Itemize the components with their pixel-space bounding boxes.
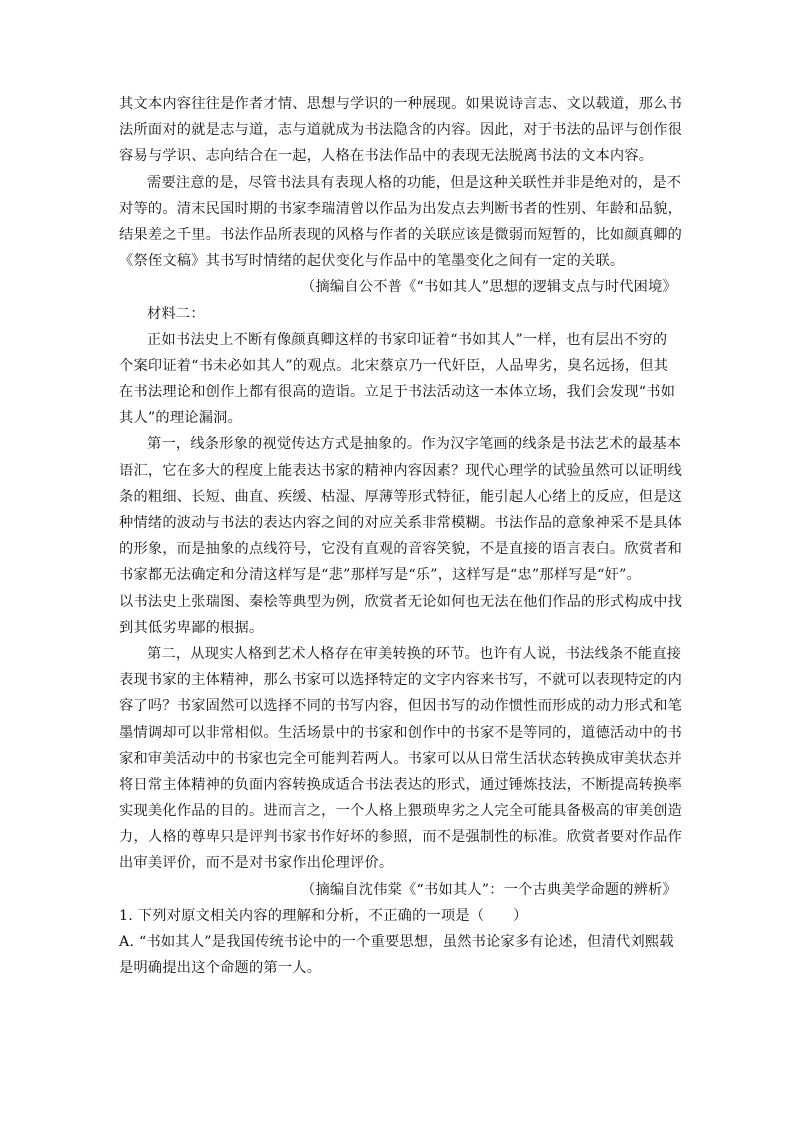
material2-paragraph3 <box>119 641 683 877</box>
text-line: 其文本内容往往是作者才情、思想与学识的一种展现。如果说诗言志、文以载道，那么书 <box>119 96 683 112</box>
text-line: 到其低劣卑鄙的根据。 <box>119 619 264 636</box>
text-line: 墨情调却可以非常相似。生活场景中的书家和创作中的书家不是等同的，道德活动中的书 <box>119 724 683 741</box>
material1-paragraph2 <box>119 170 683 275</box>
text-line: 力，人格的尊卑只是评判书家书作好坏的参照，而不是强制性的标准。欣赏者要对作品作 <box>119 829 683 846</box>
text-line: 种情绪的波动与书法的表达内容之间的对应关系非常模糊。书法作品的意象神采不是具体 <box>119 515 683 531</box>
document-page <box>119 91 683 981</box>
text-line: 语汇，它在多大的程度上能表达书家的精神内容因素？现代心理学的试验虽然可以证明线 <box>119 462 683 479</box>
material2-paragraph2 <box>119 431 683 641</box>
text-line: 其人”的理论漏洞。 <box>119 410 243 427</box>
text-line: 以书法史上张瑞图、秦桧等典型为例，欣赏者无论如何也无法在他们作品的形式构成中找 <box>119 593 683 610</box>
text-line: 的形象，而是抽象的点线符号，它没有直观的音容笑貌，不是直接的语言表白。欣赏者和 <box>119 541 683 558</box>
text-line: 家和审美活动中的书家也完全可能判若两人。书家可以从日常生活状态转换成审美状态并 <box>119 750 683 767</box>
text-line: 结果差之千里。书法作品所表现的风格与作者的关联应该是微弱而短暂的，比如颜真卿的 <box>119 226 683 243</box>
material1-paragraph1 <box>119 91 683 170</box>
text-line: 《祭侄文稿》其书写时情绪的起伏变化与作品中的笔墨变化之间有一定的关联。 <box>119 253 625 270</box>
text-line: 正如书法史上不断有像颜真卿这样的书家印证着“书如其人”一样，也有层出不穷的 <box>147 331 668 348</box>
text-line: 表现书家的主体精神，那么书家可以选择特定的文字内容来书写，不就可以表现特定的内 <box>119 672 683 689</box>
text-line: 第一，线条形象的视觉传达方式是抽象的。作为汉字笔画的线条是书法艺术的最基本 <box>147 436 682 453</box>
text-line: 条的粗细、长短、曲直、疾缓、枯湿、厚薄等形式特征，能引起人心绪上的反应，但是这 <box>119 488 683 505</box>
text-line: 容了吗？书家固然可以选择不同的书写内容，但因书写的动作惯性而形成的动力形式和笔 <box>119 698 683 715</box>
text-line: 是明确提出这个命题的第一人。 <box>119 960 322 977</box>
text-line: 容易与学识、志向结合在一起，人格在书法作品中的表现无法脱离书法的文本内容。 <box>119 148 654 165</box>
question1-option-a <box>119 929 677 981</box>
text-line: A. “书如其人”是我国传统书论中的一个重要思想，虽然书论家多有论述，但清代刘熙载 <box>119 934 674 950</box>
text-line: 需要注意的是，尽管书法具有表现人格的功能，但是这种关联性并非是绝对的，是不 <box>147 174 682 191</box>
material1-source: （摘编自公不普《“书如其人”思想的逻辑支点与时代困境》 <box>301 279 677 296</box>
text-line: 实现美化作品的目的。进而言之，一个人格上猥琐卑劣之人完全可能具备极高的审美创造 <box>119 803 683 820</box>
text-line: 法所面对的就是志与道，志与道就成为书法隐含的内容。因此，对于书法的品评与创作很 <box>119 122 683 139</box>
text-line: 在书法理论和创作上都有很高的造诣。立足于书法活动这一本体立场，我们会发现“书如 <box>119 384 676 401</box>
text-line: 个案印证着“书未必如其人”的观点。北宋蔡京乃一代奸臣，人品卑劣，臭名远扬，但其 <box>119 357 669 374</box>
material2-heading: 材料二： <box>147 305 205 322</box>
question1-stem: 1. 下列对原文相关内容的理解和分析，不正确的一项是（ ） <box>119 907 528 924</box>
text-line: 对等的。清末民国时期的书家李瑞清曾以作品为出发点去判断书者的性别、年龄和品貌， <box>119 200 683 217</box>
text-line: 第二，从现实人格到艺术人格存在审美转换的环节。也许有人说，书法线条不能直接 <box>147 645 682 662</box>
text-line: 将日常主体精神的负面内容转换成适合书法表达的形式，通过锤炼技法，不断提高转换率 <box>119 776 683 793</box>
material2-paragraph1 <box>119 327 677 432</box>
text-line: 出审美评价，而不是对书家作出伦理评价。 <box>119 855 394 872</box>
text-line: 书家都无法确定和分清这样写是“悲”那样写是“乐”，这样写是“忠”那样写是“奸”。 <box>119 567 642 584</box>
material2-source: （摘编自沈伟棠《“书如其人”：一个古典美学命题的辨析》 <box>301 881 677 898</box>
